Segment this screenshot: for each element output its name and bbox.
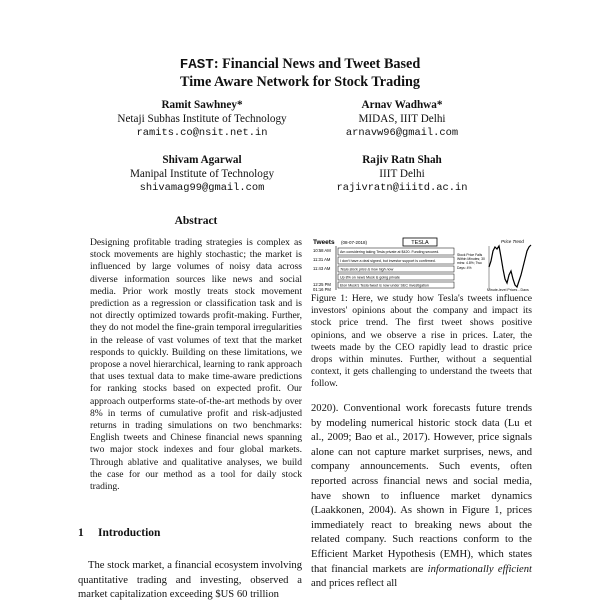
figure-annotation: Stock Price Falls Within Minutes; 30 mins: 4.8%; Two Days: 4% (457, 253, 485, 270)
figure-time: 10:58 AM (313, 248, 331, 253)
author-email[interactable]: ramits.co@nsit.net.in (136, 127, 268, 139)
author-name: Arnav Wadhwa* (361, 99, 443, 111)
figure-annotation-box (457, 253, 487, 281)
figure-date-label: (08-07-2018) (341, 240, 368, 245)
section-number: 1 (78, 527, 84, 539)
author-email[interactable]: arnavw96@gmail.com (345, 127, 459, 139)
paper-title-line-1 (0, 55, 600, 74)
right-text-part-1: 2020). Conventional work forecasts future trends by modeling numerical historic stock data (Lu et al., 2009; Bao et al., 2017). However, price signals alone can not capture market surprises, news, and company announcements. Such events, often reported across financial news and social media, have shown to influence market dynamics (Laakkonen, 2004). As shown in Figure 1, prices immediately react to breaking news about the related company. Such reactions conform to the Efficient Market Hypothesis (EMH), which states that financial markets are (311, 403, 532, 575)
figure-tweet: Elon Musk's Tesla tweet is now under SEC investigation (340, 283, 429, 288)
author-affiliation: MIDAS, IIIT Delhi (358, 113, 446, 125)
figure-price-label: Price Trend (501, 239, 524, 244)
figure-tweet: Up 8% on news Musk is going private (340, 275, 400, 280)
right-text-part-2: and prices reflect all (311, 578, 398, 590)
author-name: Rajiv Ratn Shah (362, 154, 442, 166)
abstract-text: Designing profitable trading strategies is complex as stock movements are highly stochastic; the market is influenced by large volumes of noisy data across diverse information sources like news and social media. Prior work mostly treats stock movement prediction as a regression or classification task and is not directly optimized towards profit-making. Further, they do not model the fine-grain temporal irregularities in the release of vast volumes of text that the market responds to quickly. Building on these limitations, we propose a novel hierarchical, learning to rank approach that uses textual data to make time-aware predictions for ranking stocks based on expected profit. Our approach outperforms state-of-the-art methods by over 8% in terms of cumulative profit and risk-adjusted returns in trading simulations on two benchmarks: English tweets and Chinese financial news spanning two major stock indexes and four global markets. Through ablative and qualitative analyses, we build the case for our method as a tool for daily stock trading. (90, 237, 302, 493)
author-affiliation: Manipal Institute of Technology (129, 168, 275, 180)
right-column-text (311, 402, 532, 592)
figure-time: 12:25 PM (313, 282, 331, 287)
figure-1 (311, 237, 532, 291)
section-heading (78, 527, 160, 539)
author-block (272, 153, 532, 195)
abstract-heading: Abstract (174, 215, 218, 227)
figure-tweet: I don't have a deal signed, but investor support is confirmed. (340, 259, 436, 263)
figure-tweet: Tesla stock price is how high now (340, 267, 394, 272)
figure-time: 01:16 PM (313, 287, 331, 291)
right-text-emphasis: informationally efficient (427, 563, 532, 575)
figure-time: 11:43 AM (313, 266, 331, 271)
figure-stock-label: TESLA (411, 240, 429, 246)
title-acronym: FAST (179, 57, 214, 73)
figure-tweet: Am considering taking Tesla private at $420. Funding secured. (340, 250, 440, 254)
paper-title-line-2: Time Aware Network for Stock Trading (180, 74, 420, 90)
figure-caption: Figure 1: Here, we study how Tesla's tweets influence investors' opinions about the company and impact its stock price trend. The first tweet shows positive opinions, and we observe a rise in prices. Later, the tweets made by the CEO rapidly lead to drastic price drops within minutes. Further, without a sequential context, it gets challenging to understand the tweets that follow. (311, 293, 532, 390)
author-name: Shivam Agarwal (162, 154, 242, 166)
introduction-text: The stock market, a financial ecosystem involving quantitative trading and investing, observed a market capitalization exceeding $US 60 trillion (78, 560, 302, 601)
figure-time: 11:31 AM (313, 257, 331, 262)
figure-tweets-label: Tweets (313, 239, 335, 246)
author-name: Ramit Sawhney* (161, 99, 243, 111)
figure-price-line (489, 245, 531, 287)
figure-tesla-tweets (311, 237, 532, 291)
section-title: Introduction (98, 527, 161, 539)
author-email[interactable]: rajivratn@iiitd.ac.in (336, 182, 468, 194)
author-email[interactable]: shivamag99@gmail.com (139, 182, 265, 194)
author-block (272, 98, 532, 140)
author-affiliation: Netaji Subhas Institute of Technology (117, 113, 287, 125)
title-line-1-rest: : Financial News and Tweet Based (213, 56, 421, 72)
author-affiliation: IIIT Delhi (379, 168, 425, 180)
figure-x-axis-label: Minute-level Prices - Days (487, 288, 529, 291)
